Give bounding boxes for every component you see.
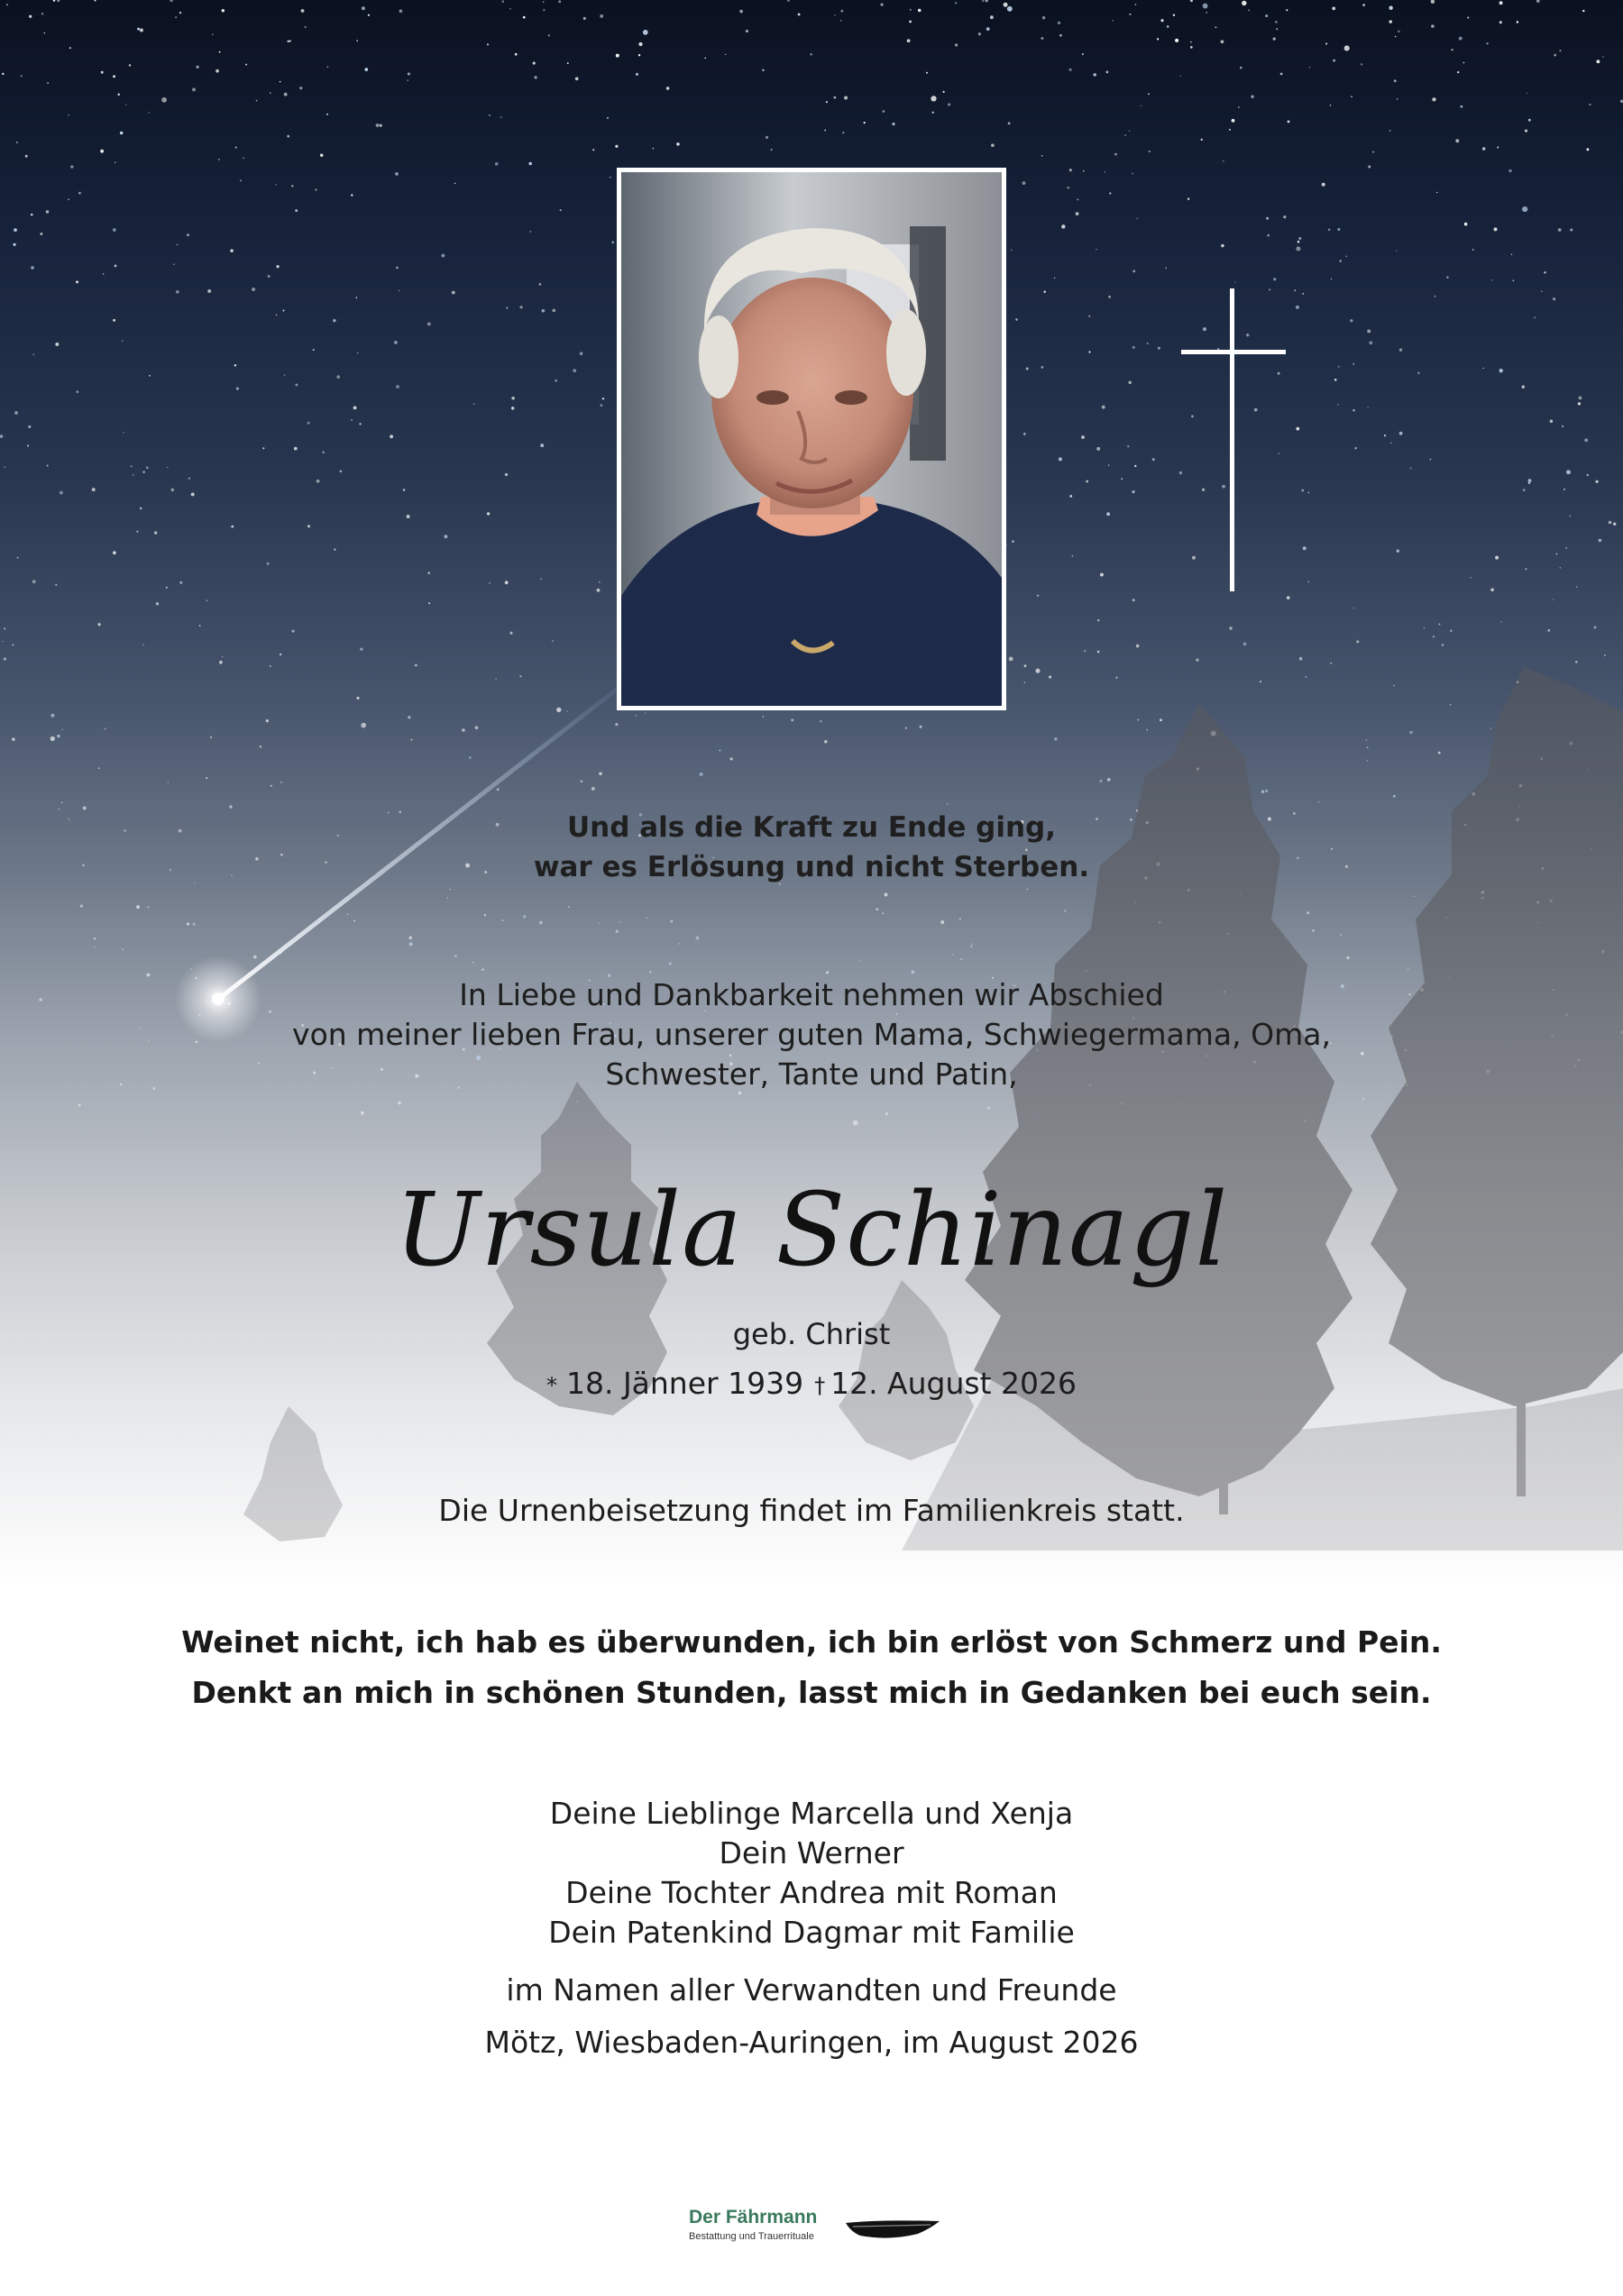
place-date: Mötz, Wiesbaden-Auringen, im August 2026 [484,2025,1139,2060]
mourner-line: Deine Tochter Andrea mit Roman [565,1875,1058,1910]
death-date: 12. August 2026 [830,1366,1077,1401]
birth-date: 18. Jänner 1939 [565,1366,804,1401]
burial-note: Die Urnenbeisetzung findet im Familienkreis statt. [438,1493,1185,1528]
birth-name: geb. Christ [732,1317,891,1351]
deceased-name: Ursula Schinagl [394,1172,1229,1289]
birth-symbol: * [546,1372,557,1398]
poem-line-2: Denkt an mich in schönen Stunden, lasst mich in Gedanken bei euch sein. [191,1675,1432,1710]
logo-name: Der Fährmann [689,2207,818,2227]
family-line-block [0,1969,1623,2012]
deceased-name-block [0,1163,1623,1298]
boat-icon [844,2216,941,2243]
funeral-home-logo [689,2207,941,2252]
mourners-list [0,1794,1623,1953]
poem-line-1: Weinet nicht, ich hab es überwunden, ich bin erlöst von Schmerz und Pein. [181,1624,1442,1660]
motto-line-2: war es Erlösung und nicht Sterben. [533,851,1090,883]
cross-icon [1181,288,1286,591]
life-dates [0,1363,1623,1404]
death-symbol: † [814,1372,826,1398]
burial-note-block [0,1489,1623,1532]
intro-line-2: von meiner lieben Frau, unserer guten Mama, Schwiegermama, Oma, [292,1017,1331,1052]
motto-line-1: Und als die Kraft zu Ende ging, [567,811,1056,844]
farewell-intro [0,975,1623,1094]
family-line: im Namen aller Verwandten und Freunde [506,1972,1117,2008]
mourner-line: Dein Patenkind Dagmar mit Familie [548,1915,1075,1950]
intro-line-1: In Liebe und Dankbarkeit nehmen wir Abschied [459,977,1164,1012]
motto-verse [0,808,1623,887]
mourner-line: Dein Werner [719,1835,904,1871]
mourner-line: Deine Lieblinge Marcella und Xenja [549,1796,1074,1831]
place-date-block [0,2021,1623,2064]
intro-line-3: Schwester, Tante und Patin, [605,1057,1018,1092]
logo-tagline: Bestattung und Trauerrituale [689,2231,814,2242]
birth-name-block [0,1314,1623,1354]
portrait-photo [617,168,1006,710]
poem-verse [0,1617,1623,1718]
